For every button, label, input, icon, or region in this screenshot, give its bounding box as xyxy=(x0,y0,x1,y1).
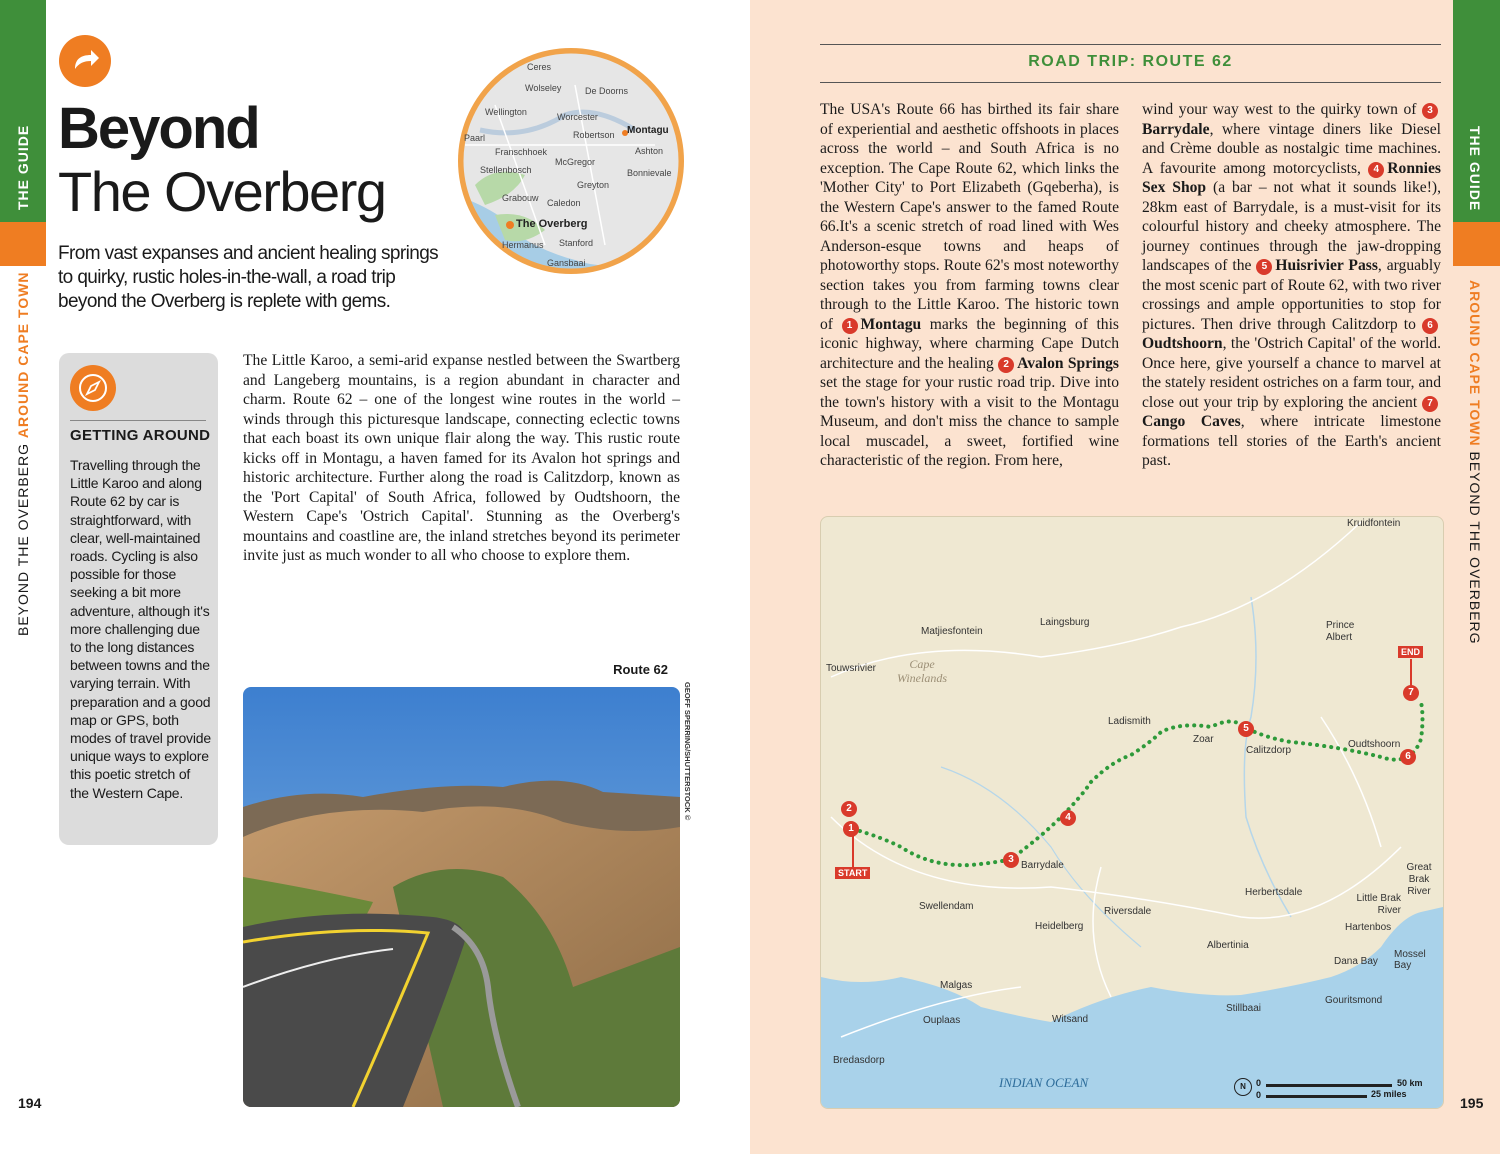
map-stop-4: 4 xyxy=(1060,810,1076,826)
map-stop-7: 7 xyxy=(1403,685,1419,701)
start-label: START xyxy=(835,867,870,879)
scale-bar-km xyxy=(1266,1084,1392,1087)
locator-label-stellenbosch: Stellenbosch xyxy=(480,165,532,175)
scale-bar-miles xyxy=(1266,1095,1367,1098)
col2-text-3: (a bar – not what it sounds like!), 28km east of Barrydale, is a must-visit for its colourful history and cheeky atmosphere. The journey continues through the jaw-dropping landscapes of the xyxy=(1142,179,1441,274)
locator-label-gansbaai: Gansbaai xyxy=(547,258,586,268)
town-stillbaai: Stillbaai xyxy=(1226,1003,1262,1014)
section-label-right-secondary: BEYOND THE OVERBERG xyxy=(1467,451,1483,645)
town-hartenbos: Hartenbos xyxy=(1345,922,1392,933)
locator-label-montagu: Montagu xyxy=(627,125,669,136)
map-stop-5: 5 xyxy=(1238,721,1254,737)
guide-tab-label: THE GUIDE xyxy=(15,124,31,210)
col2-text-1: wind your way west to the quirky town of xyxy=(1142,101,1417,118)
section-label-primary: BEYOND THE OVERBERG xyxy=(15,442,31,636)
page-title-line2: The Overberg xyxy=(58,160,386,223)
locator-label-bonnievale: Bonnievale xyxy=(627,168,672,178)
route-map xyxy=(820,516,1444,1109)
town-oudtshoorn: Oudtshoorn xyxy=(1348,739,1401,750)
town-malgas: Malgas xyxy=(940,980,973,991)
map-stop-1: 1 xyxy=(843,821,859,837)
town-mossel-bay: Mossel Bay xyxy=(1394,949,1426,971)
col2-text-2: , where vintage diners like Diesel and Crème double as nostalgic time machines. A favourite among motorcyclists, xyxy=(1142,120,1441,177)
town-swellendam: Swellendam xyxy=(919,901,974,912)
compass-icon xyxy=(70,365,116,411)
route-62-photo xyxy=(243,687,680,1107)
town-great-brak-river: Great Brak River xyxy=(1406,862,1432,897)
stop-name-avalon-springs: Avalon Springs xyxy=(1017,354,1119,372)
col1-text-1: The USA's Route 66 has birthed its fair share of experiential and aesthetic offshoots in places across the world – and South Africa is no exception. The Cape Route 62, which links the 'Mother City' to Port Elizabeth (Gqeberha), is the Western Cape's answer to the famed Route 66.It's a scenic stretch of road lined with Wes Anderson-esque towns and heaps of photoworthy stops. Route 62's most noteworthy section takes you from farming towns clear through to the Little Karoo. The historic town of xyxy=(820,101,1119,333)
locator-label-greyton: Greyton xyxy=(577,180,610,190)
section-label-right-primary: AROUND CAPE TOWN xyxy=(1467,280,1483,447)
stop-name-huisrivier-pass: Huisrivier Pass xyxy=(1275,257,1378,274)
town-riversdale: Riversdale xyxy=(1104,906,1152,917)
right-page xyxy=(750,0,1500,1154)
stop-name-montagu: Montagu xyxy=(860,315,922,333)
page-number-left: 194 xyxy=(18,1095,42,1111)
locator-label-wellington: Wellington xyxy=(485,107,527,117)
stop-name-cango-caves: Cango Caves xyxy=(1142,413,1241,430)
photo-caption: Route 62 xyxy=(613,662,668,677)
sidebar-title: GETTING AROUND xyxy=(70,427,211,444)
town-zoar: Zoar xyxy=(1193,734,1214,745)
locator-label-the-overberg: The Overberg xyxy=(516,218,588,230)
town-bredasdorp: Bredasdorp xyxy=(833,1055,885,1066)
town-barrydale: Barrydale xyxy=(1021,860,1064,871)
region-label-cape-winelands: Cape Winelands xyxy=(897,657,947,685)
town-ladismith: Ladismith xyxy=(1108,716,1151,727)
stop-marker-4: 4 xyxy=(1368,162,1384,178)
stop-name-ronnies: Ronnies Sex Shop xyxy=(1142,159,1441,196)
sidebar-text: Travelling through the Little Karoo and along Route 62 by car is straightforward, with clear, well-maintained roads. Cycling is also possible for those seeking a bit more adventure, although it's more challenging due to the long distances between towns and the varying terrain. With preparation and a good map or GPS, both modes of travel provide unique ways to explore this poetic stretch of the Western Cape. xyxy=(70,457,211,801)
map-stop-3: 3 xyxy=(1003,852,1019,868)
road-trip-col1 xyxy=(820,100,1119,471)
stop-name-barrydale: Barrydale xyxy=(1142,120,1210,138)
section-tab-right xyxy=(1453,222,1500,266)
locator-label-robertson: Robertson xyxy=(573,130,615,140)
town-ouplaas: Ouplaas xyxy=(923,1015,961,1026)
section-tab-right-label xyxy=(1467,280,1483,645)
map-stop-2: 2 xyxy=(841,801,857,817)
scale-label-miles: 25 miles xyxy=(1371,1089,1407,1099)
town-little-brak-river: Little Brak River xyxy=(1356,893,1401,916)
sea-label: INDIAN OCEAN xyxy=(999,1075,1089,1090)
col1-text-2: marks the beginning of this iconic highway, where charming Cape Dutch architecture and the healing xyxy=(820,315,1119,372)
locator-label-ceres: Ceres xyxy=(527,62,552,72)
town-kruidfontein: Kruidfontein xyxy=(1347,518,1401,529)
road-trip-header: ROAD TRIP: ROUTE 62 xyxy=(1028,53,1233,70)
town-albertinia: Albertinia xyxy=(1207,940,1249,951)
scale-label-km: 50 km xyxy=(1397,1078,1423,1088)
town-witsand: Witsand xyxy=(1052,1014,1089,1025)
stop-marker-5: 5 xyxy=(1256,259,1272,275)
town-heidelberg: Heidelberg xyxy=(1035,921,1084,932)
stop-marker-7: 7 xyxy=(1422,396,1438,412)
town-herbertsdale: Herbertsdale xyxy=(1245,887,1303,898)
map-stop-6: 6 xyxy=(1400,749,1416,765)
section-tab-label xyxy=(15,271,31,636)
locator-label-hermanus: Hermanus xyxy=(502,240,544,250)
town-calitzdorp: Calitzdorp xyxy=(1246,745,1292,756)
road-trip-arrow-icon xyxy=(59,35,111,87)
end-label: END xyxy=(1398,646,1423,658)
stop-marker-2: 2 xyxy=(998,357,1014,373)
locator-label-mcgregor: McGregor xyxy=(555,157,596,167)
col2-text-6: , where intricate limestone formations tell stories of the Earth's ancient past. xyxy=(1142,413,1441,469)
guide-tab-right-label: THE GUIDE xyxy=(1467,126,1483,212)
locator-label-wolseley: Wolseley xyxy=(525,83,562,93)
col1-text-3: set the stage for your rustic road trip. Dive into the town's history with a visit to the Montagu Museum, and don't miss the chance to sample local muscadel, a sweet, fortified wine characteristic of the region. From here, xyxy=(820,374,1119,469)
col2-text-4: , arguably the most scenic part of Route 62, with two river crossings and ample opportunities to stop for pictures. Then drive through Calitzdorp to xyxy=(1142,257,1441,333)
locator-label-paarl: Paarl xyxy=(464,133,486,143)
getting-around-box xyxy=(59,353,218,845)
intro-text: From vast expanses and ancient healing springs to quirky, rustic holes-in-the-wall, a road trip beyond the Overberg is replete with gems. xyxy=(58,243,439,312)
locator-label-franschhoek: Franschhoek xyxy=(495,147,548,157)
town-prince-albert: Prince Albert xyxy=(1326,620,1355,643)
locator-label-grabouw: Grabouw xyxy=(502,193,539,203)
town-laingsburg: Laingsburg xyxy=(1040,617,1090,628)
locator-map xyxy=(455,45,687,277)
town-gouritsmond: Gouritsmond xyxy=(1325,995,1383,1006)
town-dana-bay: Dana Bay xyxy=(1334,956,1378,967)
col2-text-5: , the 'Ostrich Capital' of the world. Once here, give yourself a chance to marvel at the stately resident ostriches on a farm tour, and close out your trip by exploring the ancient xyxy=(1142,335,1441,411)
stop-marker-6: 6 xyxy=(1422,318,1438,334)
sidebar-divider xyxy=(70,420,206,421)
body-text: The Little Karoo, a semi-arid expanse nestled between the Swartberg and Langeberg mountains, is a region abundant in character and charm. Route 62 – one of the longest wine routes in the world – winds through this picturesque landscape, connecting eclectic towns that each boast its own unique flair along the way. This rustic route kicks off in Montagu, a haven famed for its Avalon hot springs and historic architecture. Further along the road is Calitzdorp, known as the 'Port Capital' of South Africa, followed by Oudtshoorn, the Western Cape's 'Ostrich Capital'. Stunning as the Overberg's mountains and coastline are, the inland stretches beyond its perimeter invite just as much wonder to all who choose to explore them. xyxy=(243,352,680,564)
stop-name-oudtshoorn: Oudtshoorn xyxy=(1142,335,1223,352)
locator-label-caledon: Caledon xyxy=(547,198,581,208)
locator-label-stanford: Stanford xyxy=(559,238,594,248)
road-trip-col2 xyxy=(1142,100,1441,471)
stop-marker-1: 1 xyxy=(842,318,858,334)
photo-credit: GEOFF SPERRING/SHUTTERSTOCK © xyxy=(683,682,692,821)
scale-zero-km: 0 xyxy=(1256,1078,1262,1088)
north-arrow-icon: N xyxy=(1234,1078,1252,1096)
town-touwsrivier: Touwsrivier xyxy=(826,663,877,674)
page-number-right: 195 xyxy=(1460,1095,1484,1111)
header-rule-top xyxy=(820,44,1441,45)
scale-zero-miles: 0 xyxy=(1256,1090,1262,1100)
stop-marker-3: 3 xyxy=(1422,103,1438,119)
section-label-secondary: AROUND CAPE TOWN xyxy=(15,271,31,439)
locator-label-worcester: Worcester xyxy=(557,112,598,122)
header-rule-bottom xyxy=(820,82,1441,83)
section-tab xyxy=(0,222,46,266)
page-title-line1: Beyond xyxy=(58,96,259,161)
locator-label-de-doorns: De Doorns xyxy=(585,86,629,96)
town-matjiesfontein: Matjiesfontein xyxy=(921,626,983,637)
locator-label-ashton: Ashton xyxy=(635,146,664,156)
